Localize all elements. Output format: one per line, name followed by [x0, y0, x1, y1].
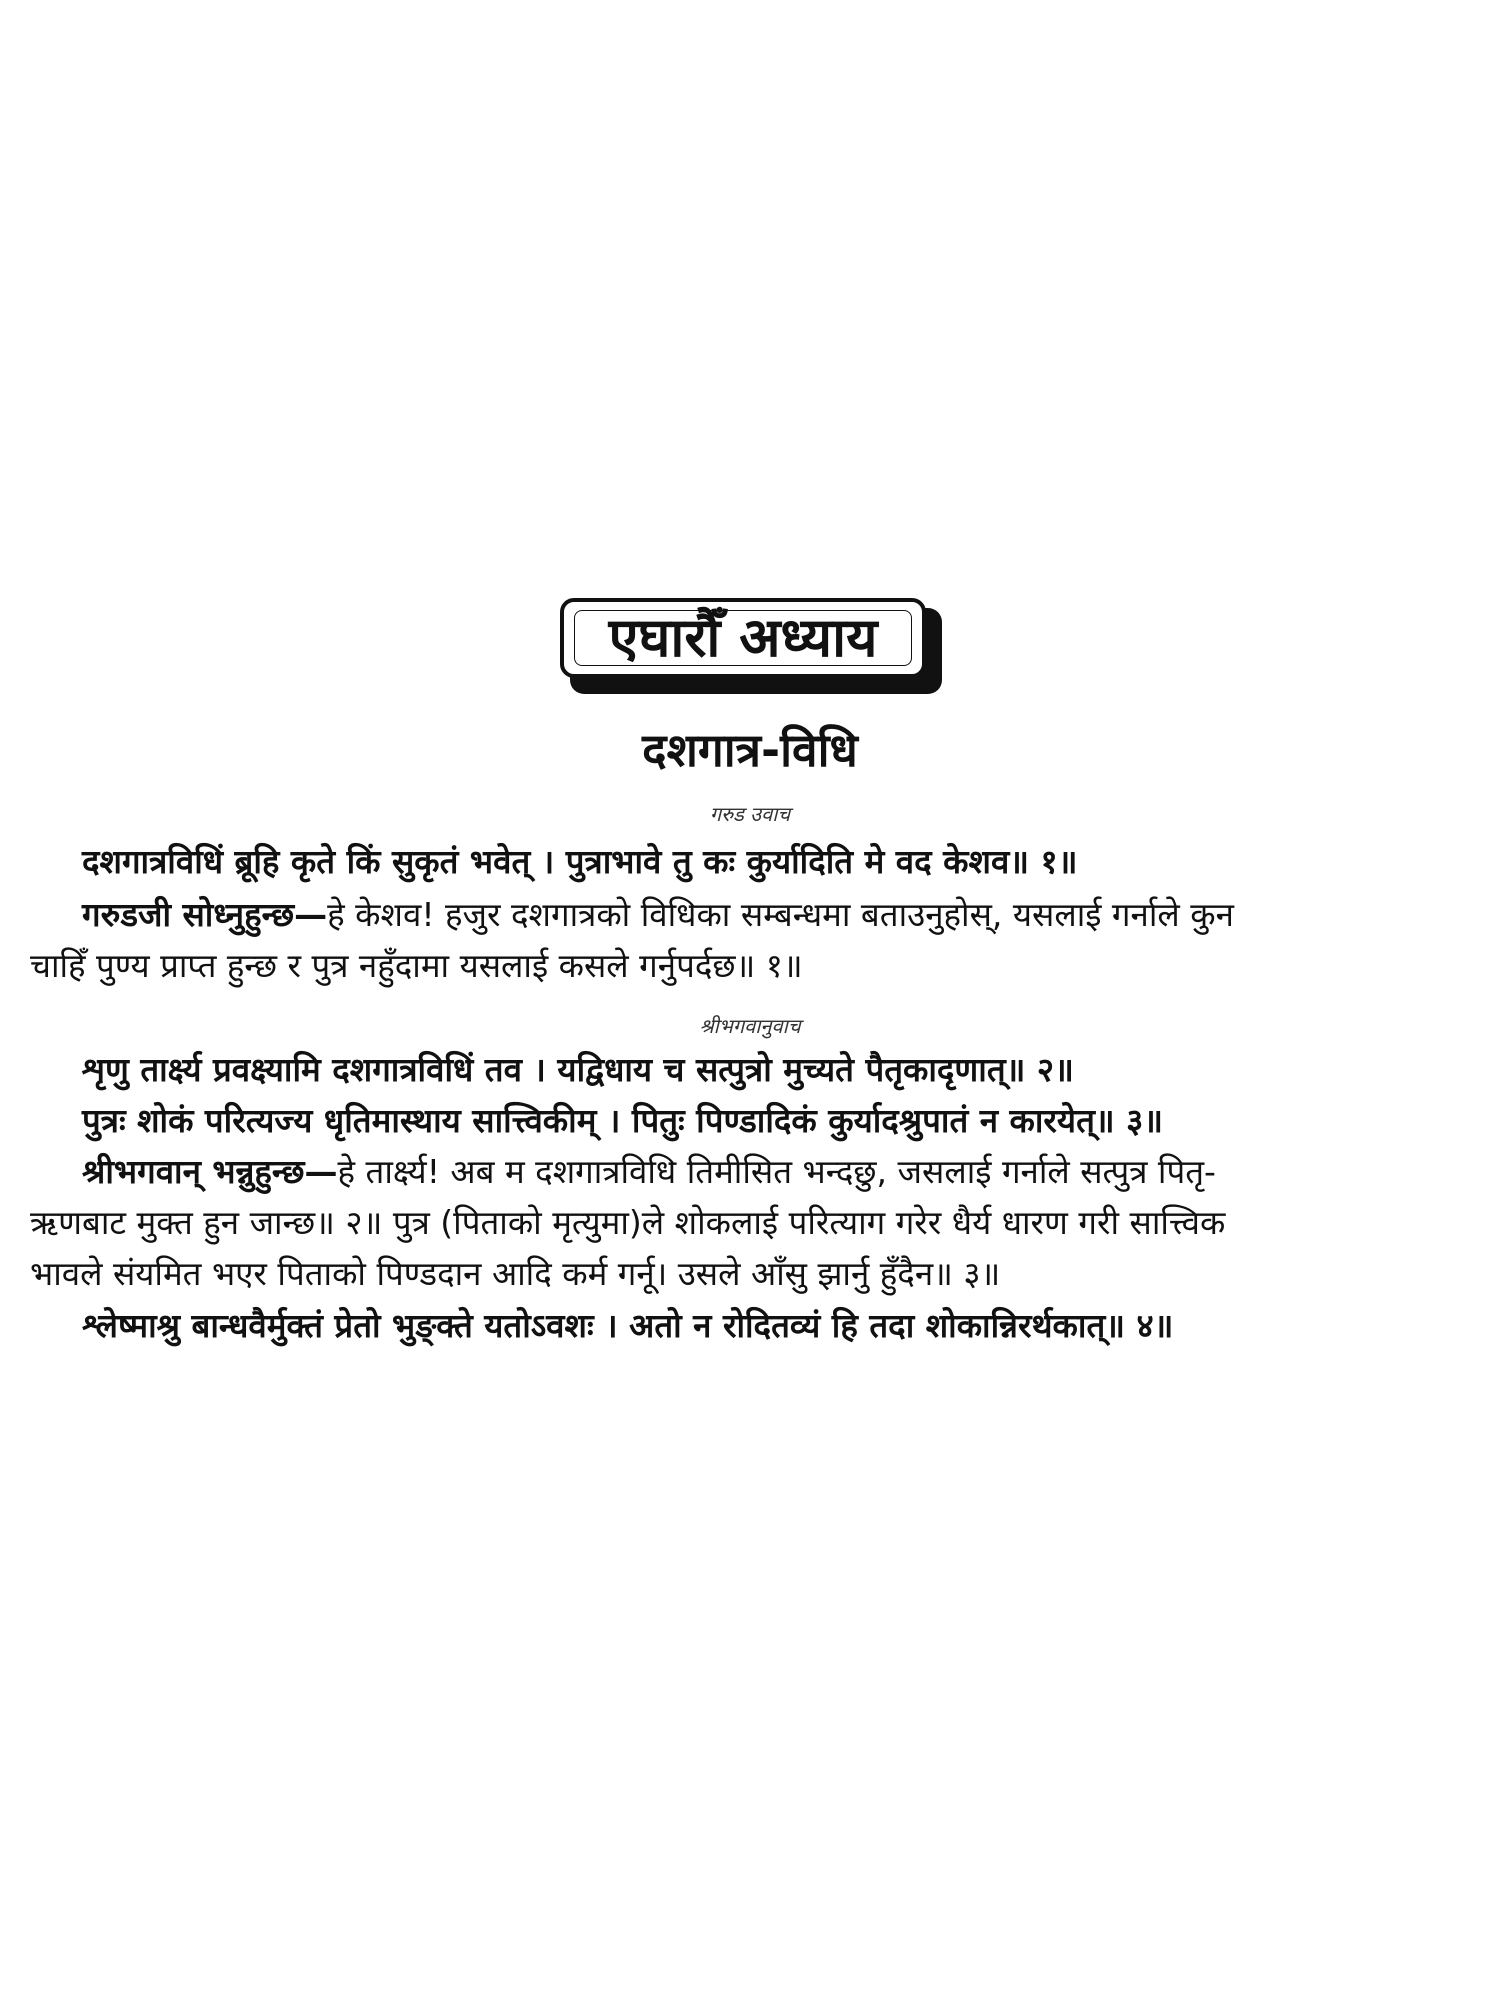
translation-2-line-1 — [82, 1152, 1470, 1192]
verse-3: पुत्रः शोकं परित्यज्य धृतिमास्थाय सात्त्विकीम् । पितुः पिण्डादिकं कुर्यादश्रुपातं न कारयेत्॥ ३॥ — [82, 1101, 1164, 1140]
chapter-title: एघारौँ अध्याय — [608, 606, 878, 669]
translation-1-line-1 — [82, 895, 1470, 935]
speaker-label-garuda: गरुड उवाच — [709, 802, 791, 826]
verse-4: श्लेष्माश्रु बान्धवैर्मुक्तं प्रेतो भुङ्क्ते यतोऽवशः । अतो न रोदितव्यं हि तदा शोकान्निरर्थकात्॥ ४॥ — [82, 1306, 1174, 1345]
verse-2: शृणु तार्क्ष्य प्रवक्ष्यामि दशगात्रविधिं तव । यद्विधाय च सत्पुत्रो मुच्यते पैतृकादृणात्॥ २॥ — [82, 1050, 1074, 1089]
chapter-heading-box — [560, 598, 945, 696]
translation-2-speaker: श्रीभगवान् भन्नुहुन्छ— — [82, 1152, 338, 1191]
verse-1: दशगात्रविधिं ब्रूहि कृते किं सुकृतं भवेत् । पुत्राभावे तु कः कुर्यादिति मे वद केशव॥ १॥ — [82, 842, 1078, 881]
translation-2-line-2: ऋणबाट मुक्त हुन जान्छ॥ २॥ पुत्र (पिताको मृत्युमा)ले शोकलाई परित्याग गरेर धैर्य धारण गरी सात्त्विक — [30, 1203, 1226, 1242]
translation-2-line-3: भावले संयमित भएर पिताको पिण्डदान आदि कर्म गर्नू। उसले आँसु झार्नु हुँदैन॥ ३॥ — [30, 1254, 1001, 1293]
translation-1-speaker: गरुडजी सोध्नुहुन्छ— — [82, 895, 328, 934]
translation-2-text: हे तार्क्ष्य! अब म दशगात्रविधि तिमीसित भन्दछु, जसलाई गर्नाले सत्पुत्र पितृ- — [337, 1152, 1216, 1191]
translation-1-line-2: चाहिँ पुण्य प्राप्त हुन्छ र पुत्र नहुँदामा यसलाई कसले गर्नुपर्दछ॥ १॥ — [30, 946, 803, 985]
translation-1-text: हे केशव! हजुर दशगात्रको विधिका सम्बन्धमा बताउनुहोस्, यसलाई गर्नाले कुन — [327, 895, 1234, 934]
chapter-box-frame — [560, 598, 926, 678]
speaker-label-bhagavan: श्रीभगवानुवाच — [699, 1014, 801, 1038]
section-subtitle: दशगात्र-विधि — [642, 723, 858, 777]
